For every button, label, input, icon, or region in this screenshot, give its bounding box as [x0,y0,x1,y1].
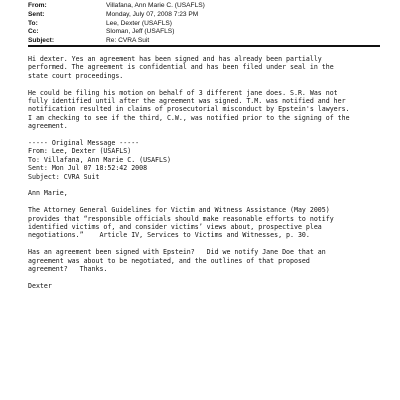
header-divider [28,45,380,47]
original-paragraph-1 [28,206,384,240]
text-line: agreement? Thanks. [28,265,108,274]
original-from: From: Lee, Dexter (USAFLS) [28,147,132,156]
original-message-separator: ----- Original Message ----- [28,139,140,148]
text-line: agreement was about to be negotiated, and the outlines of that proposed [28,256,310,265]
text-line: negotiations.” Article IV, Services to Victims and Witnesses, p. 30. [28,231,310,240]
header-from-label: From: [28,2,47,9]
text-line: Dexter [28,281,52,290]
original-signature [28,282,384,290]
header-sent-value: Monday, July 07, 2008 7:23 PM [106,10,199,18]
text-line: Has an agreement been signed with Epstein? Did we notify Jane Doe that an [28,248,326,257]
header-cc-row [28,28,388,37]
header-from-row [28,2,388,11]
text-line: fully identified until after the agreement was signed. T.M. was notified and her [28,97,346,106]
header-to-row [28,20,388,29]
text-line: identified victims of, and consider victims’ views about, prospective plea [28,223,322,232]
header-to-label: To: [28,19,38,27]
header-sent-row [28,11,388,20]
text-line: The Attorney General Guidelines for Victim and Witness Assistance (May 2005) [28,206,330,215]
header-sent-label: Sent: [28,10,45,18]
text-line: He could be filing his motion on behalf of 3 different jane does. S.R. Was not [28,88,338,97]
text-line: notification resulted in claims of prosecutorial misconduct by Epstein's lawyers. [28,105,350,114]
reply-paragraph-2 [28,89,384,131]
header-cc-value: Sloman, Jeff (USAFLS) [106,28,175,36]
reply-paragraph-1 [28,55,384,80]
text-line: Ann Marie, [28,189,68,198]
header-cc-label: Cc: [28,28,39,36]
header-subject-value: Re: CVRA Suit [106,37,150,45]
original-paragraph-2 [28,248,384,273]
text-line: state court proceedings. [28,71,124,80]
text-line: I am checking to see if the third, C.W., was notified prior to the signing of the [28,113,350,122]
original-greeting [28,189,384,197]
header-subject-label: Subject: [28,37,55,45]
original-sent: Sent: Mon Jul 07 18:52:42 2008 [28,164,148,173]
text-line: agreement. [28,122,68,131]
email-header [28,2,388,46]
text-line: provides that “responsible officials should make reasonable efforts to notify [28,214,334,223]
original-to: To: Villafana, Ann Marie C. (USAFLS) [28,155,171,164]
header-from-value: Villafana, Ann Marie C. (USAFLS) [106,2,205,9]
text-line: Hi dexter. Yes an agreement has been signed and has already been partially [28,55,322,63]
email-body [28,55,384,299]
original-subject: Subject: CVRA Suit [28,172,100,181]
original-message-header [28,139,384,181]
header-to-value: Lee, Dexter (USAFLS) [106,19,172,27]
text-line: performed. The agreement is confidential and has been filed under seal in the [28,63,334,72]
